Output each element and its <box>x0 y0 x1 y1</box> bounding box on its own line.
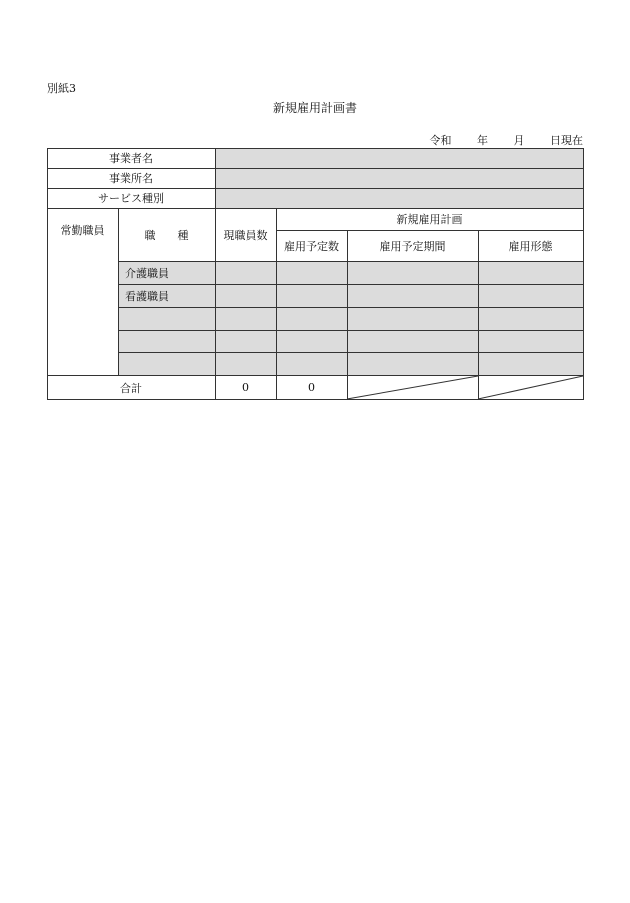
total-current-staff: 0 <box>242 381 249 394</box>
header-planned-period: 雇用予定期間 <box>379 239 446 253</box>
total-label: 合計 <box>120 381 142 395</box>
row-job-blank-3[interactable] <box>118 307 215 330</box>
header-job-type: 職 種 <box>144 228 189 242</box>
document-ref: 別紙3 <box>47 82 76 95</box>
date-year: 年 <box>477 134 488 147</box>
row-job-blank-4[interactable] <box>118 330 215 352</box>
header-current-staff: 現職員数 <box>223 228 268 242</box>
document-title: 新規雇用計画書 <box>272 101 357 115</box>
total-planned-count: 0 <box>308 381 315 394</box>
date-era: 令和 <box>429 134 452 147</box>
date-suffix: 日現在 <box>550 134 583 147</box>
date-month: 月 <box>513 134 525 147</box>
header-planned-count: 雇用予定数 <box>284 239 339 253</box>
row-job-nurse: 看護職員 <box>125 289 169 303</box>
label-office-name: 事業所名 <box>109 172 153 185</box>
category-full-time: 常勤職員 <box>60 224 105 237</box>
header-employment-type: 雇用形態 <box>508 239 553 253</box>
header-new-hiring-plan: 新規雇用計画 <box>396 213 463 226</box>
row-job-care-worker: 介護職員 <box>125 266 169 280</box>
label-business-name: 事業者名 <box>109 152 153 165</box>
row-job-blank-5[interactable] <box>118 352 215 375</box>
label-service-type: サービス種別 <box>98 192 164 205</box>
